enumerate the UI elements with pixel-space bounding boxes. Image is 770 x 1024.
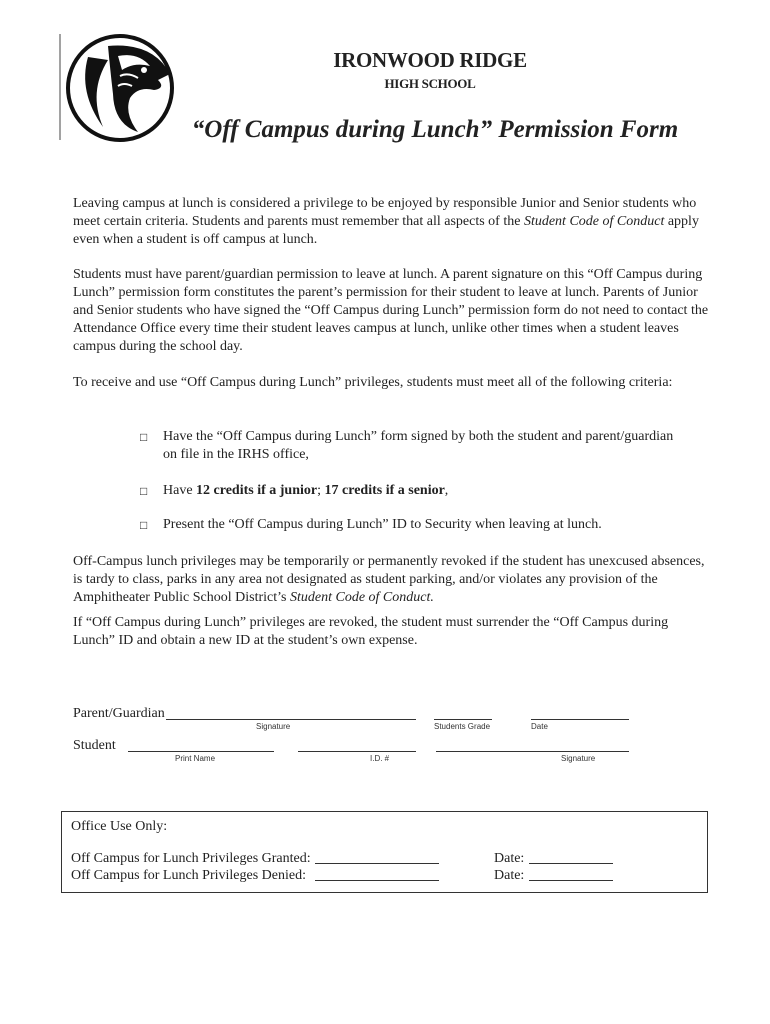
granted-date-label: Date: bbox=[494, 851, 525, 866]
checkbox-icon[interactable]: □ bbox=[140, 430, 148, 444]
parent-date-caption: Date bbox=[531, 722, 548, 731]
intro-paragraph: Leaving campus at lunch is considered a privilege to be enjoyed by responsible Junior and Senior students who meet certain criteria. Students and parents must remember that all aspects of the Student Code of Conduct apply even when a student is off campus at lunch. bbox=[73, 196, 699, 247]
checkbox-icon[interactable]: □ bbox=[140, 484, 148, 498]
form-title: “Off Campus during Lunch” Permission Form bbox=[191, 116, 679, 143]
granted-field[interactable] bbox=[315, 863, 439, 864]
school-name: IRONWOOD RIDGE bbox=[333, 48, 527, 72]
parent-signature-caption: Signature bbox=[256, 722, 291, 731]
office-use-title: Office Use Only: bbox=[71, 819, 168, 834]
permission-paragraph: Students must have parent/guardian permission to leave at lunch. A parent signature on this “Off Campus during Lunch” permission form constitutes the parent’s permission for their student to leave at lunch. Parents of Junior and Senior students who have signed the “Off Campus during Lunch” permission form do not need to contact the Attendance Office every time their student leaves campus at lunch, unlike other times when a student leaves campus during the school day. bbox=[73, 267, 709, 354]
parent-guardian-label: Parent/Guardian bbox=[73, 706, 165, 721]
student-grade-field[interactable] bbox=[434, 719, 492, 720]
granted-date-field[interactable] bbox=[529, 863, 613, 864]
denied-date-field[interactable] bbox=[529, 880, 613, 881]
print-name-caption: Print Name bbox=[175, 754, 216, 763]
student-grade-caption: Students Grade bbox=[434, 722, 491, 731]
revocation-paragraph: Off-Campus lunch privileges may be temporarily or permanently revoked if the student has unexcused absences, is tardy to class, parks in any area not designated as student parking, and/or violates any provision of the Amphitheater Public School District’s Student Code of Conduct. bbox=[73, 554, 705, 605]
denied-field[interactable] bbox=[315, 880, 439, 881]
denied-label: Off Campus for Lunch Privileges Denied: bbox=[71, 868, 306, 883]
student-signature-caption: Signature bbox=[561, 754, 596, 763]
denied-date-label: Date: bbox=[494, 868, 525, 883]
student-print-name-field[interactable] bbox=[128, 751, 274, 752]
checkbox-icon[interactable]: □ bbox=[140, 518, 148, 532]
granted-label: Off Campus for Lunch Privileges Granted: bbox=[71, 851, 311, 866]
school-subtitle: HIGH SCHOOL bbox=[384, 76, 476, 91]
student-label: Student bbox=[73, 738, 116, 753]
parent-signature-field[interactable] bbox=[166, 719, 416, 720]
parent-date-field[interactable] bbox=[531, 719, 629, 720]
surrender-paragraph: If “Off Campus during Lunch” privileges are revoked, the student must surrender the “Off Campus during Lunch” ID and obtain a new ID at the student’s own expense. bbox=[73, 615, 669, 648]
student-signature-field[interactable] bbox=[436, 751, 629, 752]
office-use-box bbox=[61, 811, 708, 893]
id-caption: I.D. # bbox=[370, 754, 390, 763]
criteria-intro: To receive and use “Off Campus during Lunch” privileges, students must meet all of the following criteria: bbox=[73, 375, 673, 390]
student-id-field[interactable] bbox=[298, 751, 416, 752]
